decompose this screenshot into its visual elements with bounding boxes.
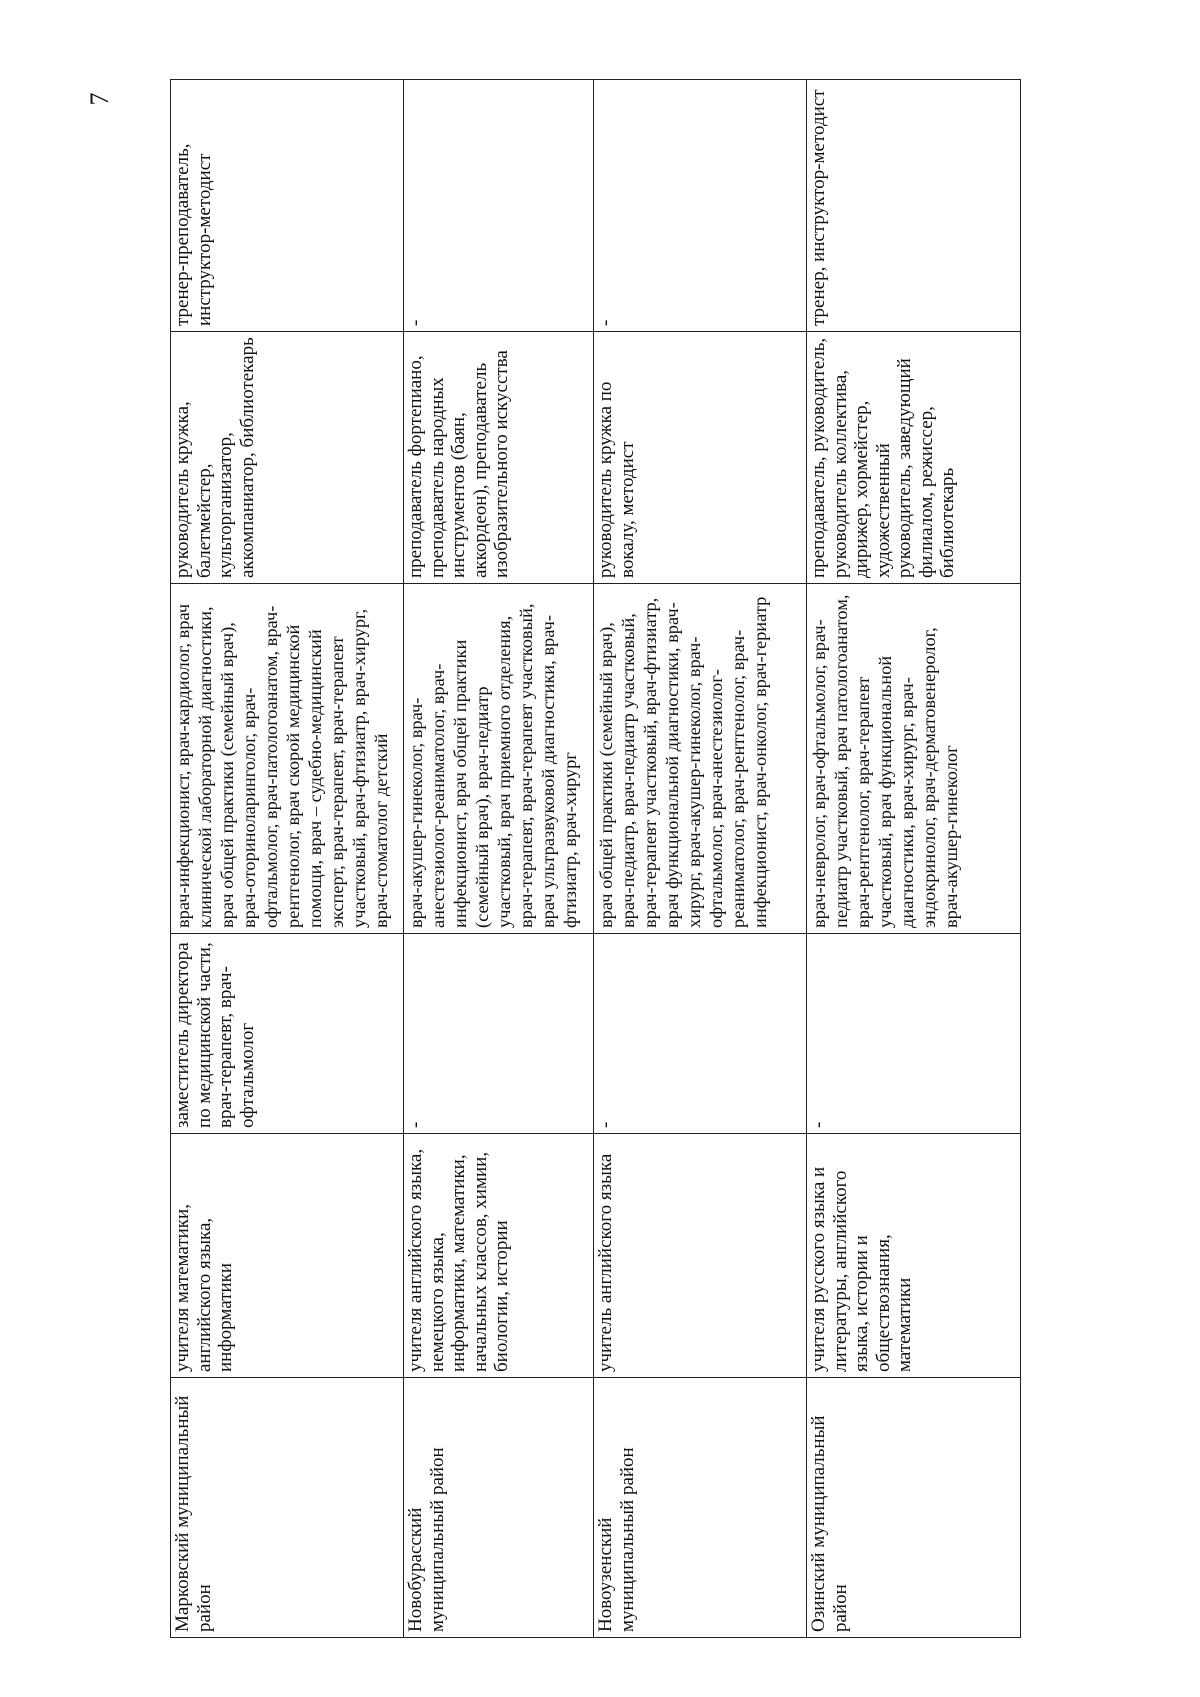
district-cell: Новобурасский муниципальный район <box>404 1378 594 1638</box>
medical-management-cell: - <box>404 934 594 1134</box>
culture-cell: руководитель кружка, балетмейстер, культорганизатор, аккомпаниатор, библиотекарь <box>171 332 404 584</box>
medical-management-cell: - <box>594 934 807 1134</box>
district-cell: Озинский муниципальный район <box>807 1378 1021 1638</box>
culture-cell: руководитель кружка по вокалу, методист <box>594 332 807 584</box>
teachers-cell: учитель английского языка <box>594 1134 807 1378</box>
doctors-cell: врач-инфекционист, врач-кардиолог, врач клинической лабораторной диагностики, врач общей практики (семейный врач), врач-оториноларинголог, врач-офтальмолог, врач-патологоанатом, врач-рентгенолог, врач скорой медицинской помощи, врач – судебно-медицинский эксперт, врач-терапевт, врач-терапевт участковый, врач-фтизиатр, врач-хирург, врач-стоматолог детский <box>171 584 404 934</box>
medical-management-cell: - <box>807 934 1021 1134</box>
district-cell: Новоузенский муниципальный район <box>594 1378 807 1638</box>
doctors-cell: врач общей практики (семейный врач), врач-педиатр, врач-педиатр участковый, врач-терапевт участковый, врач-фтизиатр, врач функциональной диагностики, врач-хирург, врач-акушер-гинеколог, врач-офтальмолог, врач-анестезиолог-реаниматолог, врач-рентгенолог, врач-инфекционист, врач-онколог, врач-гериатр <box>594 584 807 934</box>
sport-cell: тренер, инструктор-методист <box>807 80 1021 332</box>
table-row <box>594 80 807 1638</box>
sport-cell: - <box>594 80 807 332</box>
table-row <box>807 80 1021 1638</box>
table-row <box>404 80 594 1638</box>
culture-cell: преподаватель фортепиано, преподаватель народных инструментов (баян, аккордеон), преподаватель изобразительного искусства <box>404 332 594 584</box>
sport-cell: - <box>404 80 594 332</box>
staffing-table-rotated <box>170 80 1020 1638</box>
district-cell: Марковский муниципальный район <box>171 1378 404 1638</box>
medical-management-cell: заместитель директора по медицинской части, врач-терапевт, врач-офтальмолог <box>171 934 404 1134</box>
doctors-cell: врач-акушер-гинеколог, врач-анестезиолог-реаниматолог, врач-инфекционист, врач общей практики (семейный врач), врач-педиатр участковый, врач приемного отделения, врач-терапевт, врач-терапевт участковый, врач ультразвуковой диагностики, врач-фтизиатр, врач-хирург <box>404 584 594 934</box>
sport-cell: тренер-преподаватель, инструктор-методист <box>171 80 404 332</box>
teachers-cell: учителя английского языка, немецкого языка, информатики, математики, начальных классов, химии, биологии, истории <box>404 1134 594 1378</box>
page-number: 7 <box>85 92 114 106</box>
culture-cell: преподаватель, руководитель, руководитель коллектива, дирижер, хормейстер, художественный руководитель, заведующий филиалом, режиссер, библиотекарь <box>807 332 1021 584</box>
teachers-cell: учителя математики, английского языка, информатики <box>171 1134 404 1378</box>
doctors-cell: врач-невролог, врач-офтальмолог, врач-педиатр участковый, врач патологоанатом, врач-рентгенолог, врач-терапевт участковый, врач функциональной диагностики, врач-хирург, врач-эндокринолог, врач-дерматовенеролог, врач-акушер-гинеколог <box>807 584 1021 934</box>
teachers-cell: учителя русского языка и литературы, английского языка, истории и обществознания, математики <box>807 1134 1021 1378</box>
staffing-table <box>170 79 1021 1638</box>
table-row <box>171 80 404 1638</box>
